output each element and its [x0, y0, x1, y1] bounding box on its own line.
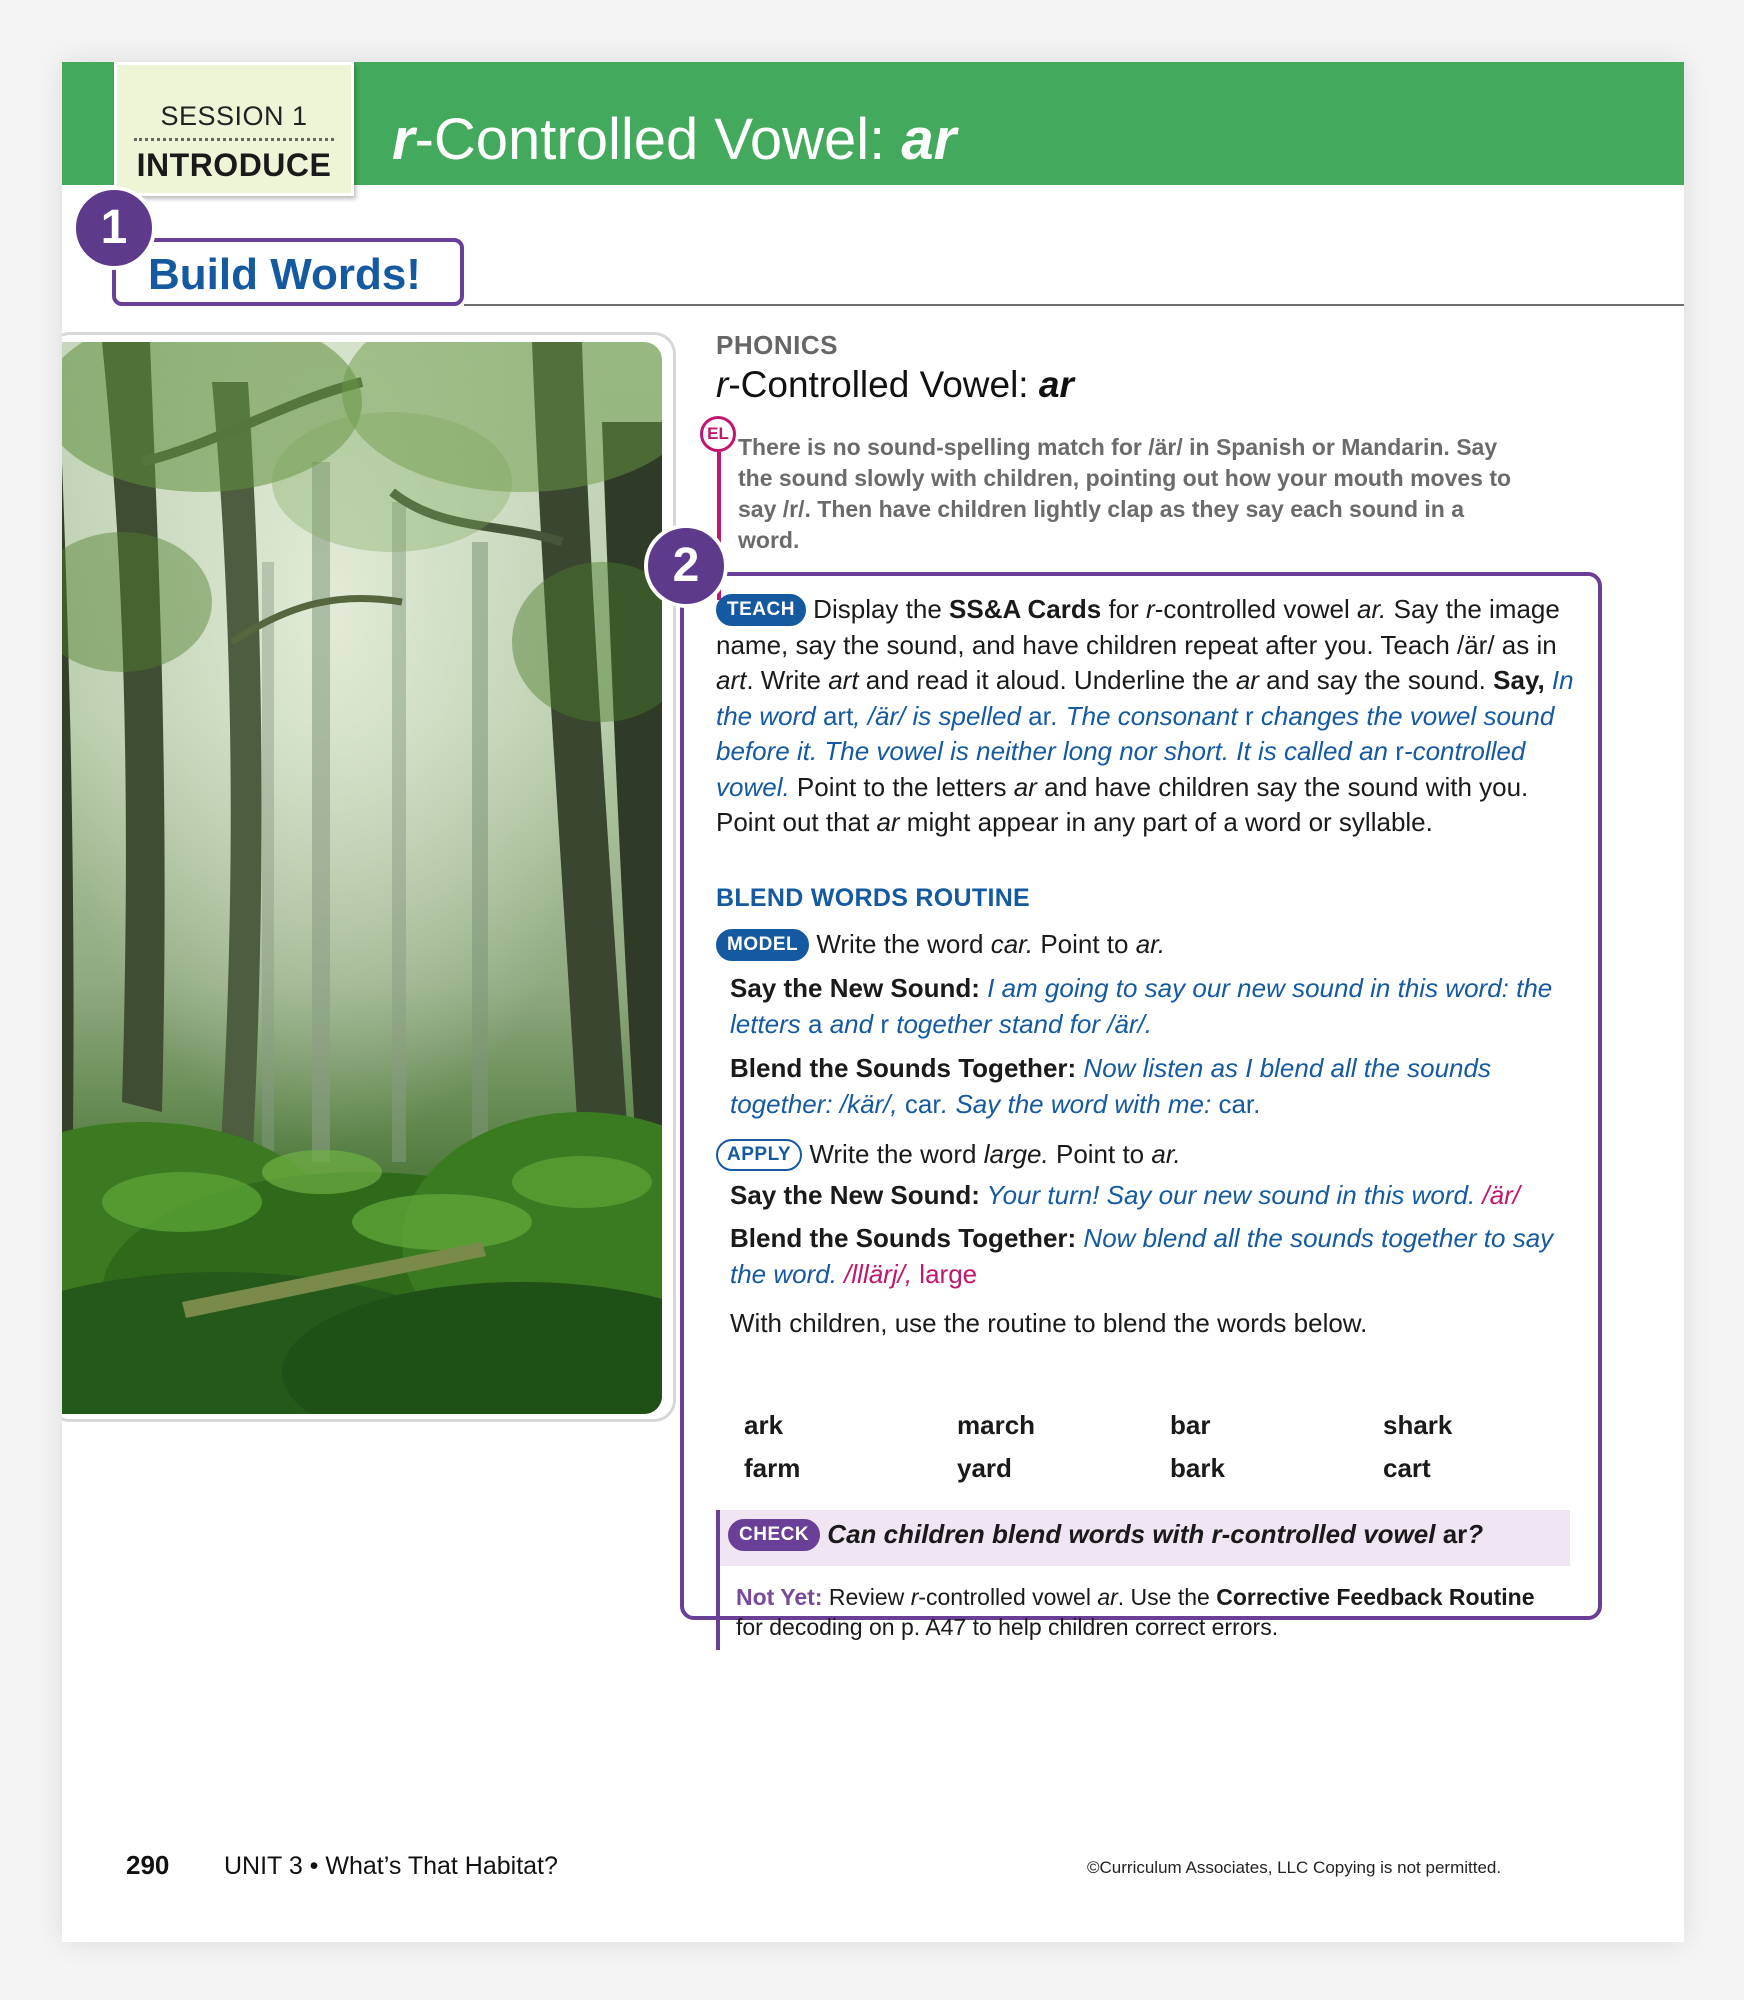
- page-title-prefix: r: [392, 107, 415, 172]
- not-yet-text: r: [910, 1584, 919, 1610]
- model-text: ar.: [1135, 929, 1166, 959]
- apply-text: large.: [983, 1139, 1049, 1169]
- apply-line: [716, 1137, 1181, 1172]
- rainforest-photo: [62, 342, 662, 1414]
- teach-text: Point to the letters: [789, 771, 1014, 802]
- check-bar: [716, 1510, 720, 1650]
- blend-label: Blend the Sounds Together:: [730, 1223, 1077, 1253]
- word-item: shark: [1383, 1410, 1453, 1440]
- teach-text: ar: [1013, 771, 1037, 802]
- teach-script: r: [1244, 700, 1254, 731]
- teach-text: art: [716, 665, 747, 695]
- apply-answer: large: [912, 1259, 978, 1289]
- page-title: [392, 106, 956, 173]
- check-pill: CHECK: [728, 1519, 820, 1551]
- page-number: 290: [126, 1850, 170, 1880]
- session-divider: [134, 138, 334, 141]
- model-script: together stand for /är/.: [889, 1009, 1153, 1039]
- session-tab: [114, 62, 354, 196]
- new-sound-label: Say the New Sound:: [730, 973, 980, 1003]
- apply-script: Now blend all the sounds together to say the word.: [730, 1223, 1554, 1289]
- model-script: Now listen as I blend all the sounds together: /kär/,: [730, 1053, 1491, 1119]
- unit-title: UNIT 3 • What’s That Habitat?: [224, 1852, 558, 1880]
- teach-text: and say the sound.: [1258, 665, 1494, 695]
- phonics-title: [716, 364, 1074, 406]
- copyright-notice: ©Curriculum Associates, LLC Copying is not permitted.: [1087, 1858, 1502, 1877]
- model-text: Point to: [1033, 929, 1136, 959]
- check-question-text: ar: [1442, 1519, 1468, 1549]
- teach-text: SS&A Cards: [949, 594, 1102, 624]
- session-stage: INTRODUCE: [136, 147, 332, 183]
- section-rule: [464, 304, 1684, 306]
- teach-text: -controlled vowel: [1154, 594, 1358, 624]
- model-new-sound: [730, 970, 1570, 1042]
- not-yet-label: Not Yet:: [736, 1584, 823, 1610]
- step-2-badge: 2: [644, 524, 728, 608]
- phonics-title-middle: -Controlled Vowel:: [728, 364, 1039, 405]
- routine-heading: BLEND WORDS ROUTINE: [716, 884, 1031, 912]
- model-pill: MODEL: [716, 929, 809, 961]
- teach-script: ar: [1028, 700, 1052, 731]
- teach-script: art: [822, 700, 854, 731]
- word-item: march: [957, 1410, 1036, 1440]
- teach-text: Display the: [805, 594, 950, 624]
- word-item: bar: [1170, 1410, 1211, 1440]
- apply-text: ar.: [1151, 1139, 1181, 1169]
- teach-say-label: Say,: [1493, 665, 1545, 695]
- check-question-text: Can children blend words with r-controlled vowel: [820, 1519, 1443, 1549]
- apply-answer: /är/: [1482, 1180, 1520, 1210]
- teach-script: . The consonant: [1051, 700, 1245, 731]
- teach-script: -controlled vowel.: [716, 736, 1526, 802]
- model-blend: [730, 1050, 1570, 1122]
- teach-pill: TEACH: [716, 594, 806, 626]
- model-script: and: [822, 1009, 881, 1039]
- apply-blend: [730, 1220, 1570, 1292]
- teach-paragraph: [716, 592, 1574, 841]
- model-script: I am going to say our new sound in this word: the letters: [730, 973, 1553, 1039]
- not-yet-text: Review: [822, 1584, 911, 1610]
- word-item: farm: [744, 1453, 801, 1483]
- teach-script: , /är/ is spelled: [853, 700, 1029, 731]
- teach-text: and read it aloud. Underline the: [858, 665, 1236, 695]
- phonics-title-suffix: ar: [1038, 364, 1074, 405]
- model-line: [716, 927, 1165, 962]
- routine-instruction: With children, use the routine to blend the words below.: [730, 1308, 1368, 1338]
- teach-text: ar.: [1357, 594, 1387, 624]
- teach-script: In the word: [716, 665, 1574, 731]
- rainforest-image: [62, 342, 662, 1414]
- model-script: car.: [1218, 1089, 1261, 1119]
- el-badge-icon: EL: [700, 416, 736, 452]
- word-item: bark: [1170, 1453, 1225, 1483]
- model-text: Write the word: [809, 929, 991, 959]
- model-text: car.: [990, 929, 1034, 959]
- lesson-page: [62, 62, 1684, 1942]
- teach-text: art: [828, 665, 859, 695]
- apply-answer: /lllärj/,: [844, 1259, 913, 1289]
- teach-text: for: [1101, 594, 1147, 624]
- not-yet-note: [736, 1582, 1536, 1642]
- teach-script: changes the vowel sound before it. The vowel is neither long nor short. It is called an: [716, 700, 1555, 766]
- step-1-badge: 1: [72, 186, 156, 270]
- build-words-box: [112, 238, 464, 306]
- word-list: [744, 1410, 1564, 1500]
- word-item: ark: [744, 1410, 784, 1440]
- not-yet-text: . Use the: [1117, 1584, 1217, 1610]
- apply-text: Point to: [1048, 1139, 1152, 1169]
- not-yet-text: -controlled vowel: [918, 1584, 1098, 1610]
- not-yet-text: for decoding on p. A47 to help children correct errors.: [736, 1614, 1279, 1640]
- teach-text: r: [1146, 594, 1155, 624]
- teach-text: ar: [876, 807, 900, 837]
- apply-new-sound: [730, 1178, 1520, 1213]
- el-note-text: There is no sound-spelling match for /är/ in Spanish or Mandarin. Say the sound slowly with children, pointing out how your mouth moves to say /r/. Then have children lightly clap as they say each sound in a word.: [738, 434, 1512, 553]
- not-yet-text: ar: [1097, 1584, 1118, 1610]
- teach-text: Say the image name, say the sound, and have children repeat after you. Teach /är/ as in: [716, 594, 1560, 660]
- teach-script: r: [1395, 736, 1404, 766]
- apply-script: Your turn! Say our new sound in this word.: [979, 1180, 1483, 1210]
- page-title-middle: -Controlled Vowel:: [414, 107, 902, 172]
- model-script: r: [880, 1009, 889, 1039]
- model-script: car: [904, 1089, 941, 1119]
- teach-text: might appear in any part of a word or syllable.: [899, 807, 1433, 837]
- phonics-label: PHONICS: [716, 330, 838, 360]
- word-item: yard: [957, 1453, 1012, 1483]
- session-label: SESSION 1: [160, 101, 308, 131]
- teach-text: ar: [1235, 665, 1259, 695]
- corrective-feedback-routine: Corrective Feedback Routine: [1216, 1584, 1535, 1610]
- teach-text: . Write: [746, 665, 829, 695]
- apply-pill: APPLY: [716, 1139, 802, 1171]
- check-question-text: ?: [1467, 1519, 1484, 1549]
- new-sound-label: Say the New Sound:: [730, 1180, 980, 1210]
- model-script: . Say the word with me:: [941, 1089, 1219, 1119]
- word-item: cart: [1383, 1453, 1431, 1483]
- phonics-title-prefix: r: [716, 364, 729, 405]
- teach-text: and have children say the sound with you. Point out that: [716, 771, 1529, 837]
- blend-label: Blend the Sounds Together:: [730, 1053, 1077, 1083]
- apply-text: Write the word: [802, 1139, 984, 1169]
- build-words-label: Build Words!: [148, 250, 421, 299]
- page-title-suffix: ar: [901, 107, 957, 172]
- model-script: a: [808, 1009, 823, 1039]
- check-question: [728, 1519, 1483, 1551]
